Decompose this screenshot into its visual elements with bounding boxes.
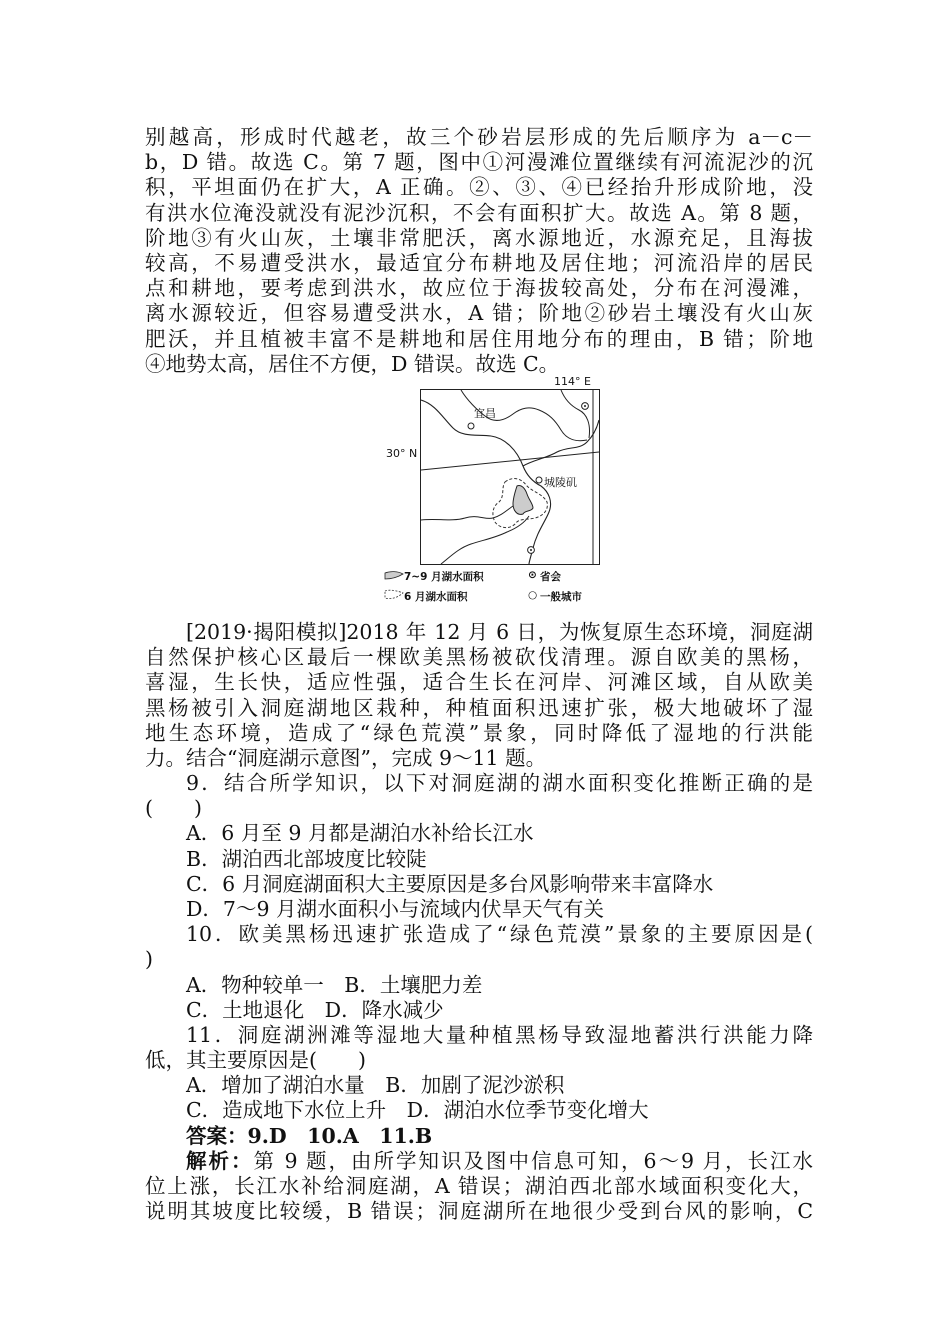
text-line: 阶地③有火山灰，土壤非常肥沃，离水源地近，水源充足，且海拔 xyxy=(145,225,813,250)
answer-label: 答案： xyxy=(186,1123,248,1148)
text-line: ④地势太高，居住不方便，D 错误。故选 C。 xyxy=(145,351,560,376)
analysis-line: 说明其坡度比较缓，B 错误；洞庭湖所在地很少受到台风的影响，C xyxy=(145,1199,813,1224)
text-line: 别越高，形成时代越老，故三个砂岩层形成的先后顺序为 a－c－ xyxy=(145,125,813,149)
text-line: b，D 错。故选 C。第 7 题，图中①河漫滩位置继续有河流泥沙的沉 xyxy=(145,150,813,175)
text-line: 较高，不易遭受洪水，最适宜分布耕地及居住地；河流沿岸的居民 xyxy=(145,250,813,275)
summer-area-legend-label: 7~9 月湖水面积 xyxy=(404,571,484,583)
latitude-line xyxy=(421,452,599,470)
june-area-legend-label: 6 月湖水面积 xyxy=(404,591,468,603)
text-line: 点和耕地，要考虑到洪水，故应位于海拔较高处，分布在河漫滩， xyxy=(145,276,813,301)
answer-line xyxy=(145,1124,813,1149)
chenglingji-label: 城陵矶 xyxy=(544,476,577,489)
capital-marker-dot xyxy=(530,549,532,551)
latitude-label: 30° N xyxy=(386,447,418,460)
capital-marker-dot xyxy=(584,405,586,407)
river-south xyxy=(441,516,529,564)
text-line: 有洪水位淹没就没有泥沙沉积，不会有面积扩大。故选 A。第 8 题， xyxy=(145,200,813,225)
intro-paragraph xyxy=(145,125,813,377)
river-northeast xyxy=(561,390,590,438)
river-west xyxy=(421,506,513,520)
text-line: 积，平坦面仍在扩大，A 正确。②、③、④已经抬升形成阶地，没 xyxy=(145,175,813,200)
text-line: 离水源较近，但容易遭受洪水，A 错；阶地②砂岩土壤没有火山灰 xyxy=(145,301,813,326)
summer-area-legend-symbol xyxy=(384,571,404,581)
q11-options-cd: C．造成地下水位上升 D．湖泊水位季节变化增大 xyxy=(186,1098,649,1123)
analysis-label: 解析： xyxy=(186,1148,254,1173)
q10-options-cd: C．土地退化 D．降水减少 xyxy=(186,997,444,1022)
q9-option-c: C．6 月洞庭湖面积大主要原因是多台风影响带来丰富降水 xyxy=(186,871,714,896)
city-legend-label: 一般城市 xyxy=(540,591,582,603)
q9-paren: ( ) xyxy=(145,796,202,821)
text-line: 肥沃，并且植被丰富不是耕地和居住用地分布的理由，B 错；阶地 xyxy=(145,326,813,351)
yichang-label: 宜昌 xyxy=(474,407,496,420)
longitude-label: 114° E xyxy=(554,375,591,388)
passage-paragraph xyxy=(145,620,813,771)
text-line: 黑杨被引入洞庭湖地区栽种，种植面积迅速扩张，极大地破坏了湿 xyxy=(145,695,813,720)
q9-option-b: B．湖泊西北部坡度比较陡 xyxy=(186,846,427,871)
q9-option-a: A．6 月至 9 月都是湖泊水补给长江水 xyxy=(186,821,534,846)
summer-lake-area xyxy=(513,485,533,514)
q10-paren: ) xyxy=(145,947,153,972)
q11-stem-cont: 低，其主要原因是( ) xyxy=(145,1048,366,1073)
q10-options-ab: A．物种较单一 B．土壤肥力差 xyxy=(186,972,483,997)
q10-stem: 10．欧美黑杨迅速扩张造成了“绿色荒漠”景象的主要原因是( xyxy=(186,922,813,947)
yichang-city-marker xyxy=(468,423,474,429)
capital-legend-symbol: ⊙ xyxy=(528,569,537,581)
text-line: 地生态环境，造成了“绿色荒漠”景象，同时降低了湿地的行洪能 xyxy=(145,720,813,745)
analysis-line: 位上涨，长江水补给洞庭湖，A 错误；湖泊西北部水域面积变化大， xyxy=(145,1174,813,1198)
analysis-line xyxy=(145,1149,813,1174)
q11-stem: 11．洞庭湖洲滩等湿地大量种植黑杨导致湿地蓄洪行洪能力降 xyxy=(186,1022,813,1047)
june-area-legend-symbol xyxy=(384,589,404,601)
analysis-text: 第 9 题，由所学知识及图中信息可知，6～9 月，长江水 xyxy=(253,1148,813,1173)
text-line: 力。结合“洞庭湖示意图”，完成 9～11 题。 xyxy=(145,745,547,770)
text-line: 喜湿，生长快，适应性强，适合生长在河岸、河滩区域，自从欧美 xyxy=(145,670,813,695)
river-east xyxy=(523,420,599,466)
q9-stem: 9．结合所学知识，以下对洞庭湖的湖水面积变化推断正确的是 xyxy=(186,771,813,795)
questions-block xyxy=(145,771,813,1224)
capital-legend-label: 省会 xyxy=(540,571,561,583)
text-line: [2019·揭阳模拟]2018 年 12 月 6 日，为恢复原生态环境，洞庭湖 xyxy=(186,620,813,644)
q9-option-d: D．7～9 月湖水面积小与流域内伏旱天气有关 xyxy=(186,896,605,921)
text-line: 自然保护核心区最后一棵欧美黑杨被砍伐清理。源自欧美的黑杨， xyxy=(145,645,813,670)
q11-options-ab: A．增加了湖泊水量 B．加剧了泥沙淤积 xyxy=(186,1073,565,1098)
chenglingji-city-marker xyxy=(536,477,542,483)
city-legend-symbol: ○ xyxy=(528,589,538,601)
answer-value: 9.D 10.A 11.B xyxy=(247,1123,433,1148)
dongting-lake-map xyxy=(380,375,620,605)
